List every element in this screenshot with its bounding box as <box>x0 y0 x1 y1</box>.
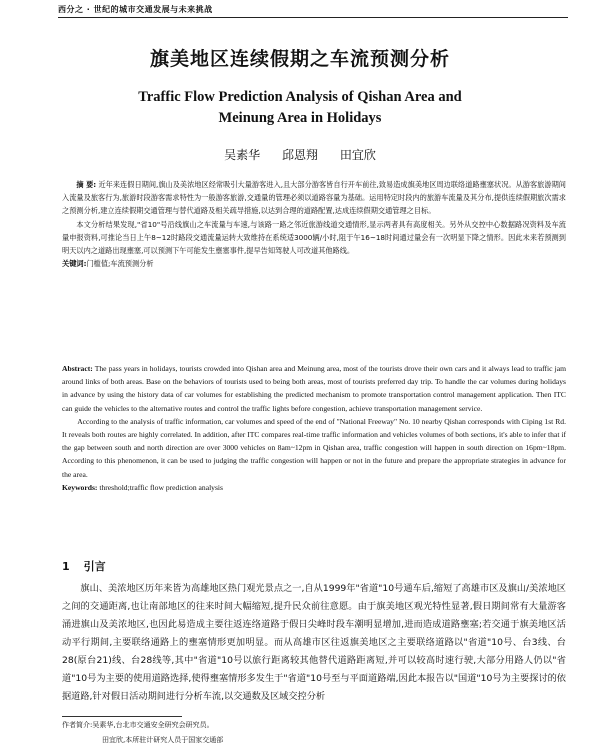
abstract-en-p1-text: The pass years in holidays, tourists crowded into Qishan area and Meinung area, most of the tourists drove their own cars and it always lead to traffic jam around links of both areas. Base on the behaviors of tourists used to being both areas, most of tourists preferred day trip. To handle the car volumes during holidays in advance by using the history data of car volumes for establishing the predicted mechanism to promote transportation control management application. Then ITC can guide the vehicles to the alternative routes and control the traffic lights before congestion, achieve transportation management service. <box>62 364 566 413</box>
keywords-en <box>62 481 566 494</box>
keywords-cn <box>62 257 566 270</box>
abstract-en-label: Abstract: <box>62 364 93 373</box>
author-2: 邱恩翔 <box>281 148 318 162</box>
keywords-en-label: Keywords: <box>62 482 98 492</box>
author-3: 田宜欣 <box>339 148 376 162</box>
author-1: 吴素华 <box>224 148 261 162</box>
title-english-line1: Traffic Flow Prediction Analysis of Qishan Area and <box>138 89 462 105</box>
footnote-rule <box>62 716 182 717</box>
section-number: 1 <box>62 560 70 573</box>
abstract-chinese <box>62 178 566 270</box>
abstract-en-p1 <box>62 362 566 415</box>
abstract-cn-p1 <box>62 178 566 218</box>
header-rule <box>58 17 568 18</box>
abstract-cn-label: 摘 要: <box>76 180 97 189</box>
footnote-continued: 田宜欣,本所驻计研究人员于国家交通部 <box>102 736 224 744</box>
abstract-cn-p2: 本文分析结果发现,"省10"号沿线旗山之车流量与车速,与该路一路之邻近旅游线道交通情形,显示两者具有高度相关。另外从交控中心数据路况资料及车流量申报资料,可推论当日上午8~12时路段交通流量运转大致维持在系统适3000辆/小时,阻于午16~18时间通过量会有一次明显下降之情形。因此未来若预测到明天以内之道路出现壅塞,可以预测下午可能发生壅塞事件,提早告知驾驶人可改道其他路线。 <box>62 219 566 256</box>
abstract-english <box>62 362 566 494</box>
section-heading <box>62 558 106 574</box>
title-english-line2: Meinung Area in Holidays <box>218 110 382 126</box>
abstract-cn-p1-text: 近年来连假日期间,旗山及美浓地区经常吸引大量游客进入,且大部分游客皆自行开车前往,致易造成旗美地区周边联络道路壅塞状况。从游客旅游期间入流量及旅客行为,旅游时段游客需求特性为一般游客旅游,交通量的管理必须以道路容量为基础。运用特定时段内的旅游车流量及其分布,提供连续假期旅次需求之预测分析,建立连续假期交通管理与替代道路及相关疏导措施,以达到合理的道路配置,达成连续假期交通管理之目标。 <box>62 180 566 216</box>
section-title: 引言 <box>83 560 106 573</box>
title-chinese: 旗美地区连续假期之车流预测分析 <box>149 48 450 70</box>
intro-paragraph: 旗山、美浓地区历年来皆为高雄地区热门观光景点之一,自从1999年"省道"10号通车后,缩短了高雄市区及旗山/美浓地区之间的交通距离,也让南部地区的往来时间大幅缩短,提升民众前往意愿。由于旗美地区观光特性显著,假日期间常有大量游客涌进旗山及美浓地区,也因此易造成主要往返连络道路于假日尖峰时段车潮明显增加,进而造成道路壅塞;若交通于旗美地区活动平行期间,主要联络通路上的壅塞情形更加明显。而从高雄市区往返旗美地区之主要联络道路以"省道"10号、台3线、台28(原台21)线、台28线等,其中"省道"10号以旅行距离较其他替代道路距离短,并可以较高时速行驶,大部分用路人仍以"省道"10号为主要的使用道路选择,使得壅塞情形多发生于"省道"10号至与平面道路端,因此本报告以"国道"10号为主要探讨的依据道路,针对假日活动期间进行分析车流,以交通数及区域交控分析 <box>62 583 566 702</box>
keywords-cn-text: 门槛值;车流预测分析 <box>86 259 154 269</box>
keywords-en-text: threshold;traffic flow prediction analysis <box>99 482 223 492</box>
authors <box>0 146 600 163</box>
keywords-cn-label: 关键词: <box>62 259 87 269</box>
running-header: 西分之 · 世纪的城市交通发展与未来挑战 <box>58 5 213 14</box>
footnote: 作者简介:吴素华,台北市交通安全研究会研究员。 <box>62 721 214 729</box>
abstract-en-p2: According to the analysis of traffic information, car volumes and speed of the end of "National Freeway" No. 10 nearby Qishan corresponds with Ciping 1st Rd. It reveals both routes are highly correlated. In addition, after ITC compares real-time traffic information and vehicles volumes of both sections, it's able to infer that if the gap between south and north direction are over 3000 vehicles on 8am~12pm in Qishan area, traffic congestion will happen in south direction on 16pm~18pm. According to this phenomenon, it can be used to judging the traffic congestion will happen or not in the future and prepare the appropriate strategies in advance for the area. <box>62 416 566 479</box>
title-english <box>90 87 510 129</box>
